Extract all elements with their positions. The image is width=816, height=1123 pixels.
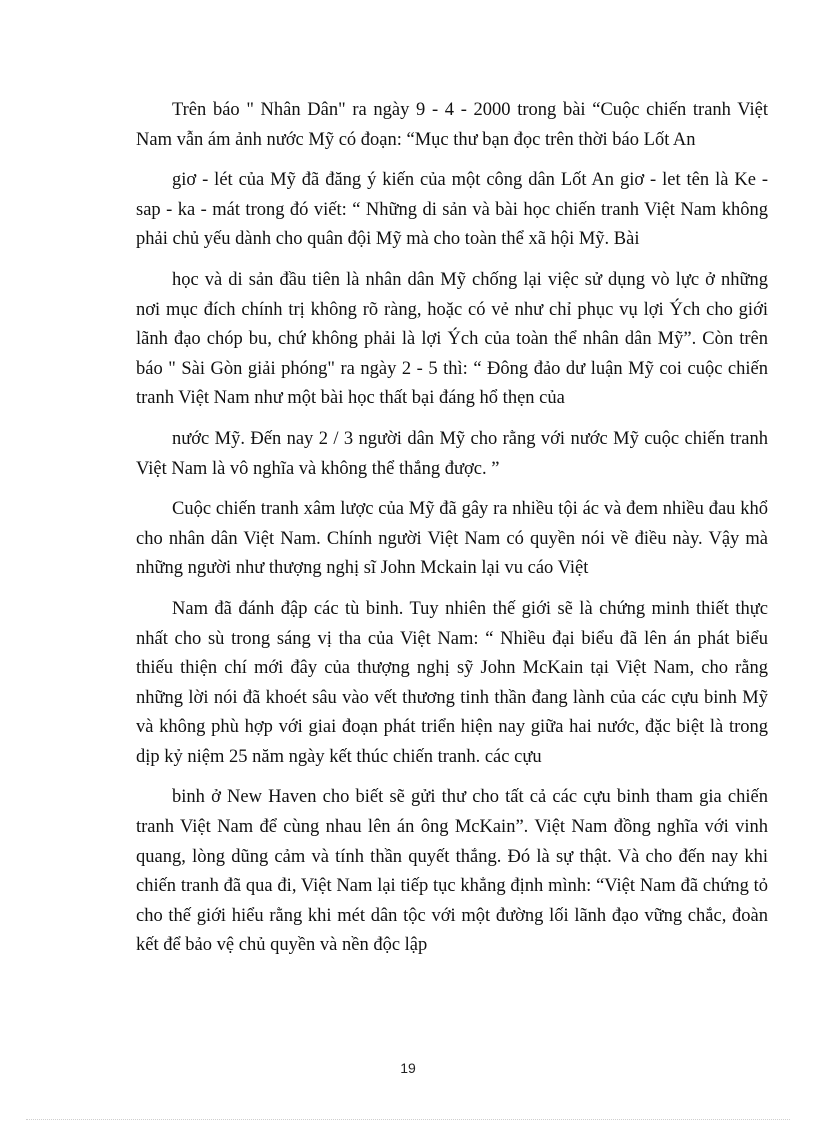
body-text <box>136 96 768 961</box>
paragraph-3: học và di sản đầu tiên là nhân dân Mỹ chống lại việc sử dụng vò lực ở những nơi mục đích chính trị không rõ ràng, hoặc có vẻ như chỉ phục vụ lợi Ých cho giới lãnh đạo chóp bu, chứ không phải là lợi Ých của toàn thể nhân dân Mỹ”. Còn trên báo " Sài Gòn giải phóng" ra ngày 2 - 5 thì: “ Đông đảo dư luận Mỹ coi cuộc chiến tranh Việt Nam như một bài học thất bại đáng hổ thẹn của <box>136 269 768 409</box>
paragraph-6: Nam đã đánh đập các tù binh. Tuy nhiên thế giới sẽ là chứng minh thiết thực nhất cho sù trong sáng vị tha của Việt Nam: “ Nhiều đại biểu đã lên án phát biểu thiếu thiện chí mới đây của thượng nghị sỹ John McKain tại Việt Nam, cho rằng những lời nói đã khoét sâu vào vết thương tinh thần đang lành của các cựu binh Mỹ và không phù hợp với giai đoạn phát triển hiện nay giữa hai nước, đặc biệt là trong dịp kỷ niệm 25 năm ngày kết thúc chiến tranh. các cựu <box>136 598 768 767</box>
page-number: 19 <box>400 1060 416 1076</box>
paragraph-2: giơ - lét của Mỹ đã đăng ý kiến của một công dân Lốt An giơ - let tên là Ke - sap - ka - mát trong đó viết: “ Những di sản và bài học chiến tranh Việt Nam không phải chủ yếu dành cho quân đội Mỹ mà cho toàn thể xã hội Mỹ. Bài <box>136 170 768 250</box>
paragraph-7: binh ở New Haven cho biết sẽ gửi thư cho tất cả các cựu binh tham gia chiến tranh Việt Nam để cùng nhau lên án ông McKain”. Việt Nam đồng nghĩa với vinh quang, lòng dũng cảm và tính thần quyết thắng. Đó là sự thật. Và cho đến nay khi chiến tranh đã qua đi, Việt Nam lại tiếp tục khẳng định mình: “Việt Nam đã chứng tỏ cho thế giới hiểu rằng khi mét dân tộc với một đường lối lãnh đạo vững chắc, đoàn kết để bảo vệ chủ quyền và nền độc lập <box>136 787 768 956</box>
page-bottom-divider <box>26 1119 790 1120</box>
paragraph-5: Cuộc chiến tranh xâm lược của Mỹ đã gây ra nhiều tội ác và đem nhiều đau khổ cho nhân dân Việt Nam. Chính người Việt Nam có quyền nói về điều này. Vậy mà những người như thượng nghị sĩ John Mckain lại vu cáo Việt <box>136 499 768 579</box>
paragraph-4: nước Mỹ. Đến nay 2 / 3 người dân Mỹ cho rằng với nước Mỹ cuộc chiến tranh Việt Nam là vô nghĩa và không thể thắng được. ” <box>136 428 768 479</box>
paragraph-1: Trên báo " Nhân Dân" ra ngày 9 - 4 - 2000 trong bài “Cuộc chiến tranh Việt Nam vẫn ám ảnh nước Mỹ có đoạn: “Mục thư bạn đọc trên thời báo Lốt An <box>136 100 768 150</box>
